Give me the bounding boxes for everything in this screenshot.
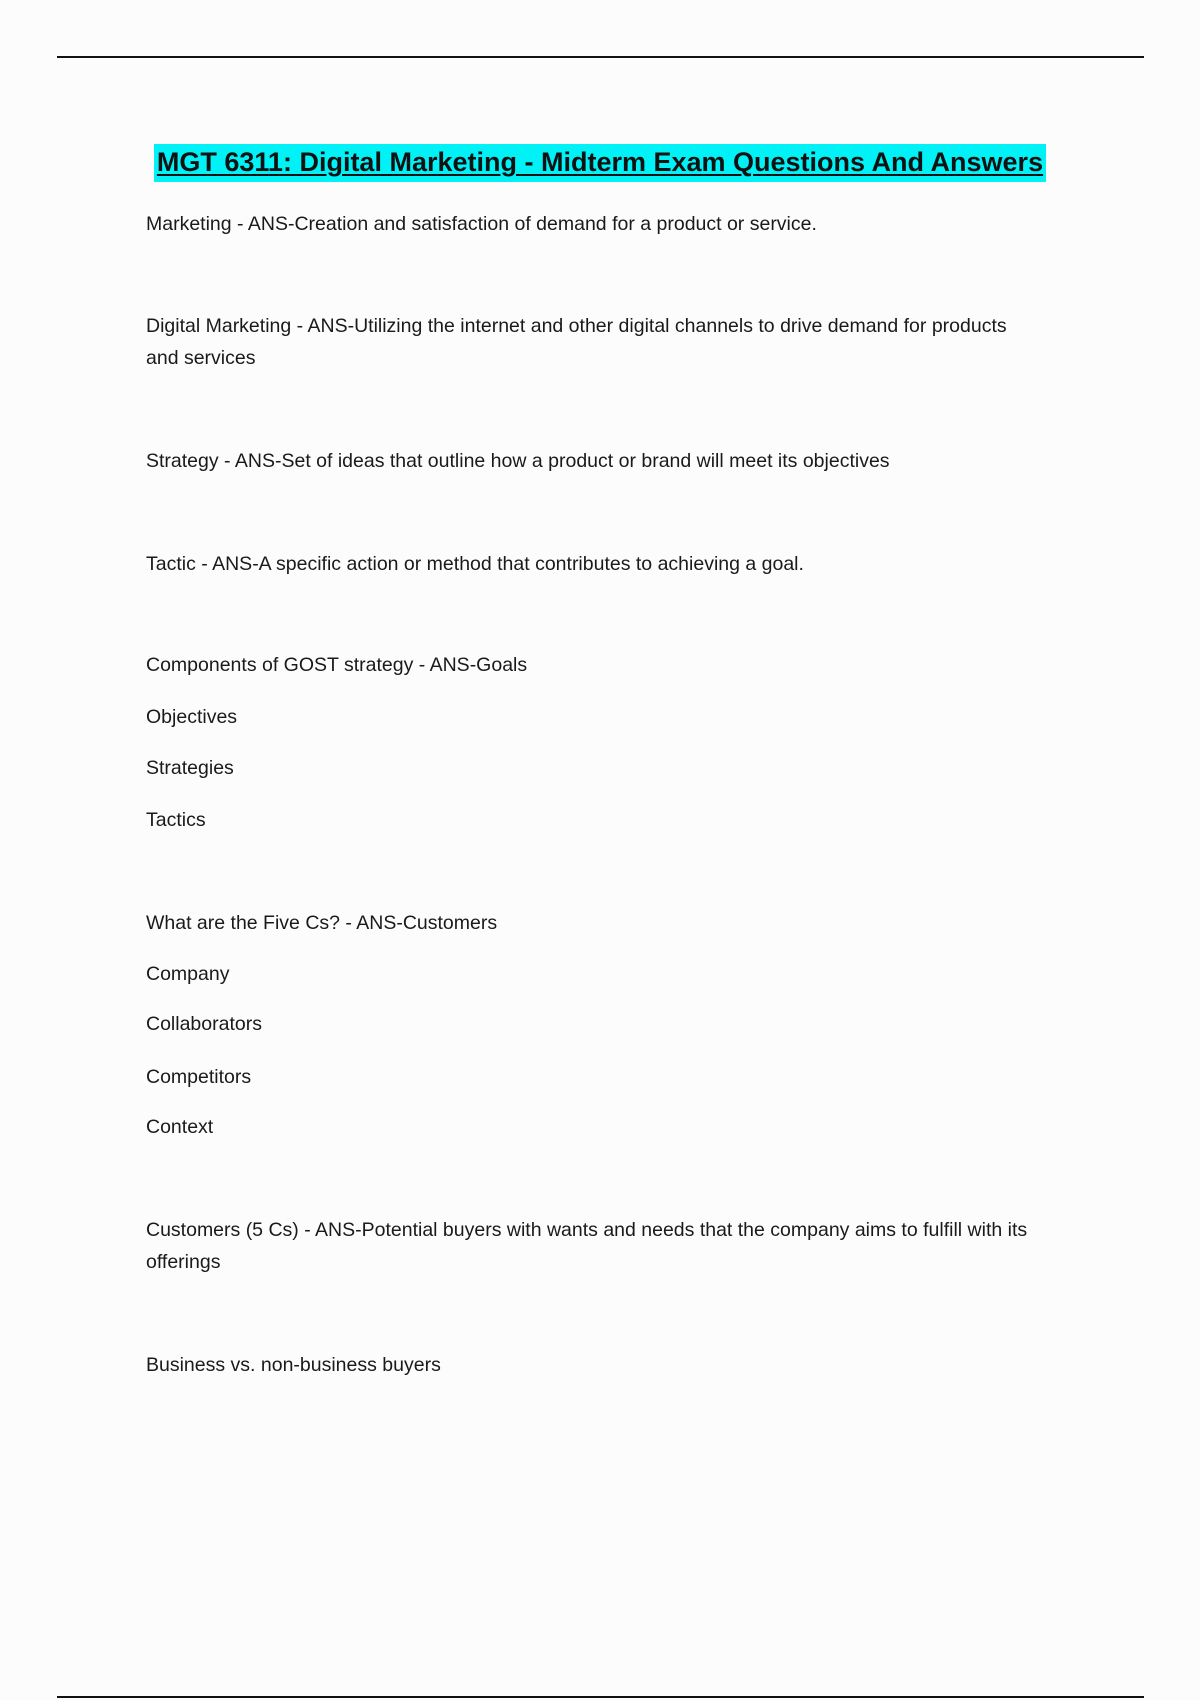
header-rule <box>57 56 1144 58</box>
qa-digital-marketing: Digital Marketing - ANS-Utilizing the internet and other digital channels to drive demand for products <box>146 315 1007 337</box>
list-item: Context <box>146 1116 214 1138</box>
list-item: Collaborators <box>146 1013 262 1035</box>
qa-business-buyers: Business vs. non-business buyers <box>146 1354 441 1376</box>
list-item: Tactics <box>146 809 206 831</box>
title-block <box>0 144 1200 182</box>
qa-customers-cont: offerings <box>146 1251 221 1273</box>
qa-tactic: Tactic - ANS-A specific action or method that contributes to achieving a goal. <box>146 553 804 575</box>
list-item: Objectives <box>146 706 238 728</box>
list-item: Strategies <box>146 757 234 779</box>
qa-marketing: Marketing - ANS-Creation and satisfaction of demand for a product or service. <box>146 213 817 235</box>
footer-rule <box>57 1696 1144 1698</box>
qa-customers: Customers (5 Cs) - ANS-Potential buyers with wants and needs that the company aims to fulfill with its <box>146 1219 1028 1241</box>
list-item: Competitors <box>146 1066 252 1088</box>
qa-five-cs: What are the Five Cs? - ANS-Customers <box>146 912 498 934</box>
qa-strategy: Strategy - ANS-Set of ideas that outline how a product or brand will meet its objectives <box>146 450 890 472</box>
qa-gost-components: Components of GOST strategy - ANS-Goals <box>146 654 528 676</box>
list-item: Company <box>146 963 230 985</box>
qa-digital-marketing-cont: and services <box>146 347 256 369</box>
document-title: MGT 6311: Digital Marketing - Midterm Exam Questions And Answers <box>154 144 1046 182</box>
